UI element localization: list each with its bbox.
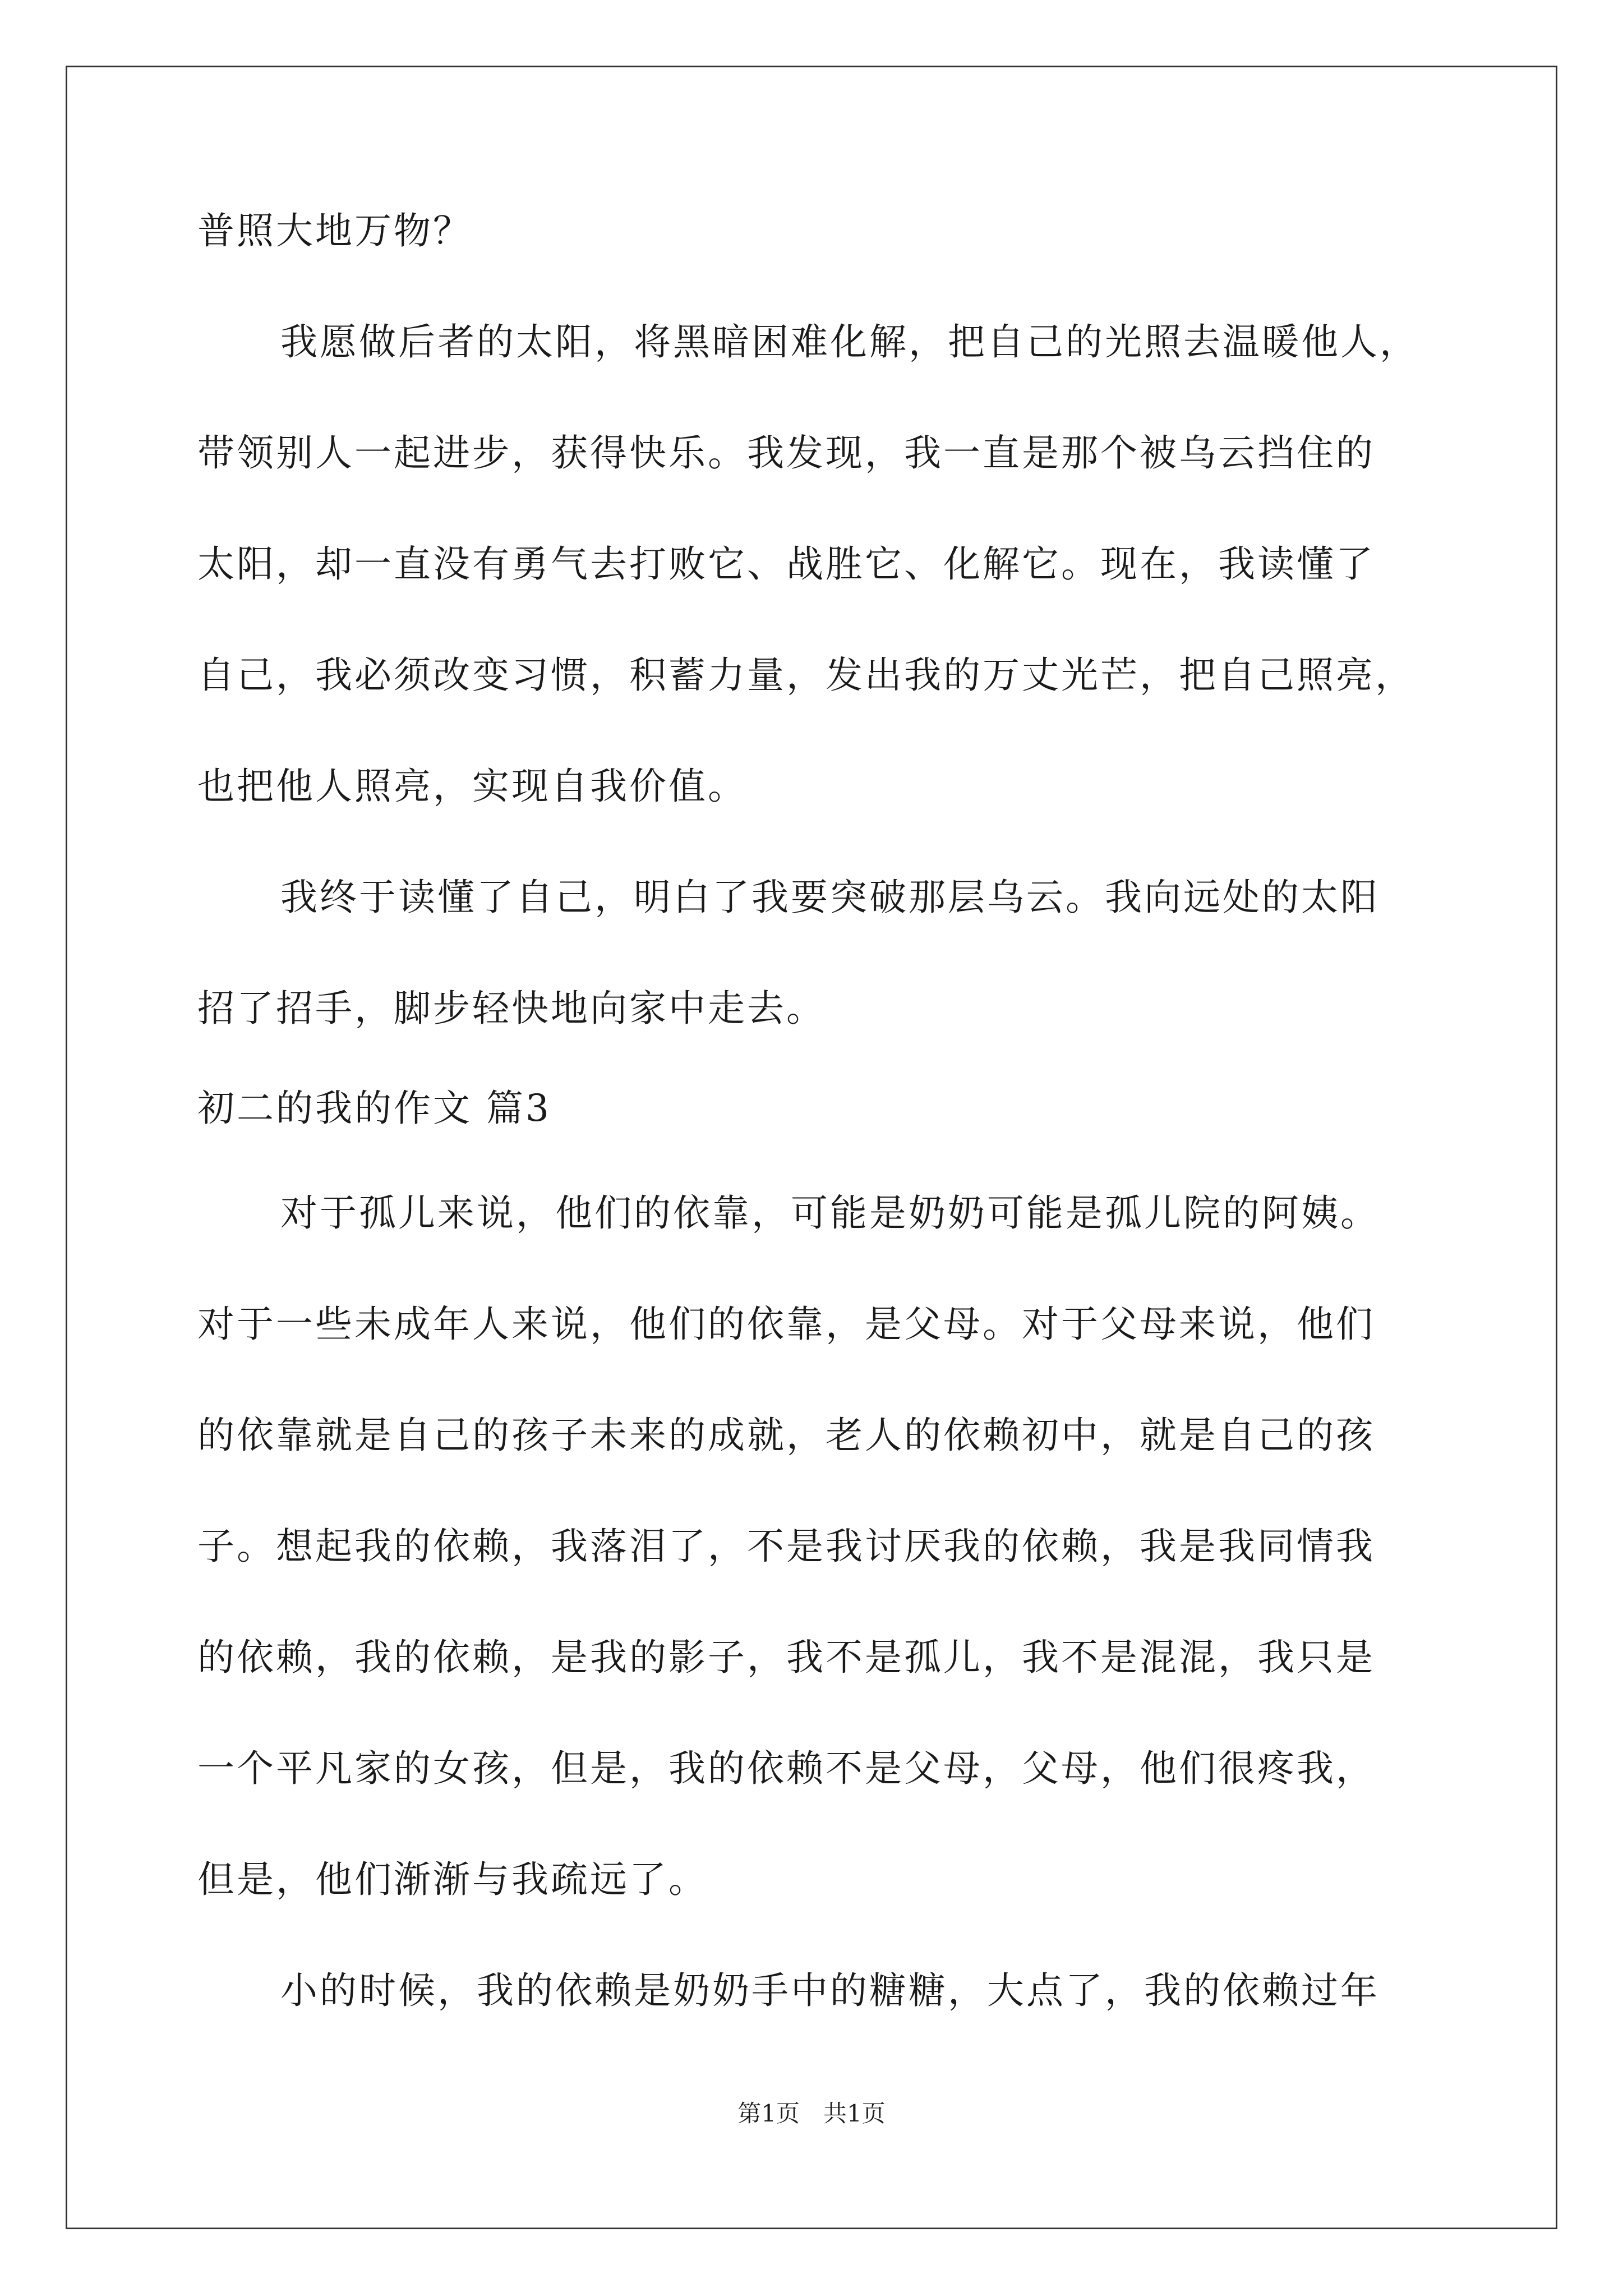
text-line: 对于一些未成年人来说，他们的依靠，是父母。对于父母来说，他们 bbox=[197, 1303, 1375, 1346]
text-line: 一个平凡家的女孩，但是，我的依赖不是父母，父母，他们很疼我， bbox=[197, 1747, 1375, 1790]
text-line: 子。想起我的依赖，我落泪了，不是我讨厌我的依赖，我是我同情我 bbox=[197, 1525, 1375, 1568]
text-line: 的依赖，我的依赖，是我的影子，我不是孤儿，我不是混混，我只是 bbox=[197, 1636, 1375, 1679]
text-line: 自己，我必须改变习惯，积蓄力量，发出我的万丈光芒，把自己照亮， bbox=[197, 654, 1414, 697]
page-footer: 第1页 共1页 bbox=[737, 2100, 886, 2127]
text-line: 带领别人一起进步，获得快乐。我发现，我一直是那个被乌云挡住的 bbox=[197, 431, 1375, 475]
text-line: 的依靠就是自己的孩子未来的成就，老人的依赖初中，就是自己的孩 bbox=[197, 1414, 1375, 1457]
text-line: 我终于读懂了自己，明白了我要突破那层乌云。我向远处的太阳 bbox=[280, 876, 1380, 919]
text-line: 小的时候，我的依赖是奶奶手中的糖糖，大点了，我的依赖过年 bbox=[280, 1969, 1380, 2012]
page-border bbox=[66, 66, 1557, 2229]
text-line: 招了招手，脚步轻快地向家中走去。 bbox=[197, 987, 826, 1030]
text-line: 对于孤儿来说，他们的依靠，可能是奶奶可能是孤儿院的阿姨。 bbox=[280, 1191, 1380, 1235]
text-line: 太阳，却一直没有勇气去打败它、战胜它、化解它。现在，我读懂了 bbox=[197, 542, 1375, 586]
section-heading: 初二的我的作文 篇3 bbox=[197, 1087, 551, 1130]
text-line: 但是，他们渐渐与我疏远了。 bbox=[197, 1858, 708, 1901]
text-line: 也把他人照亮，实现自我价值。 bbox=[197, 765, 747, 808]
text-line: 普照大地万物？ bbox=[197, 209, 472, 252]
text-line: 我愿做后者的太阳，将黑暗困难化解，把自己的光照去温暖他人， bbox=[280, 320, 1419, 364]
